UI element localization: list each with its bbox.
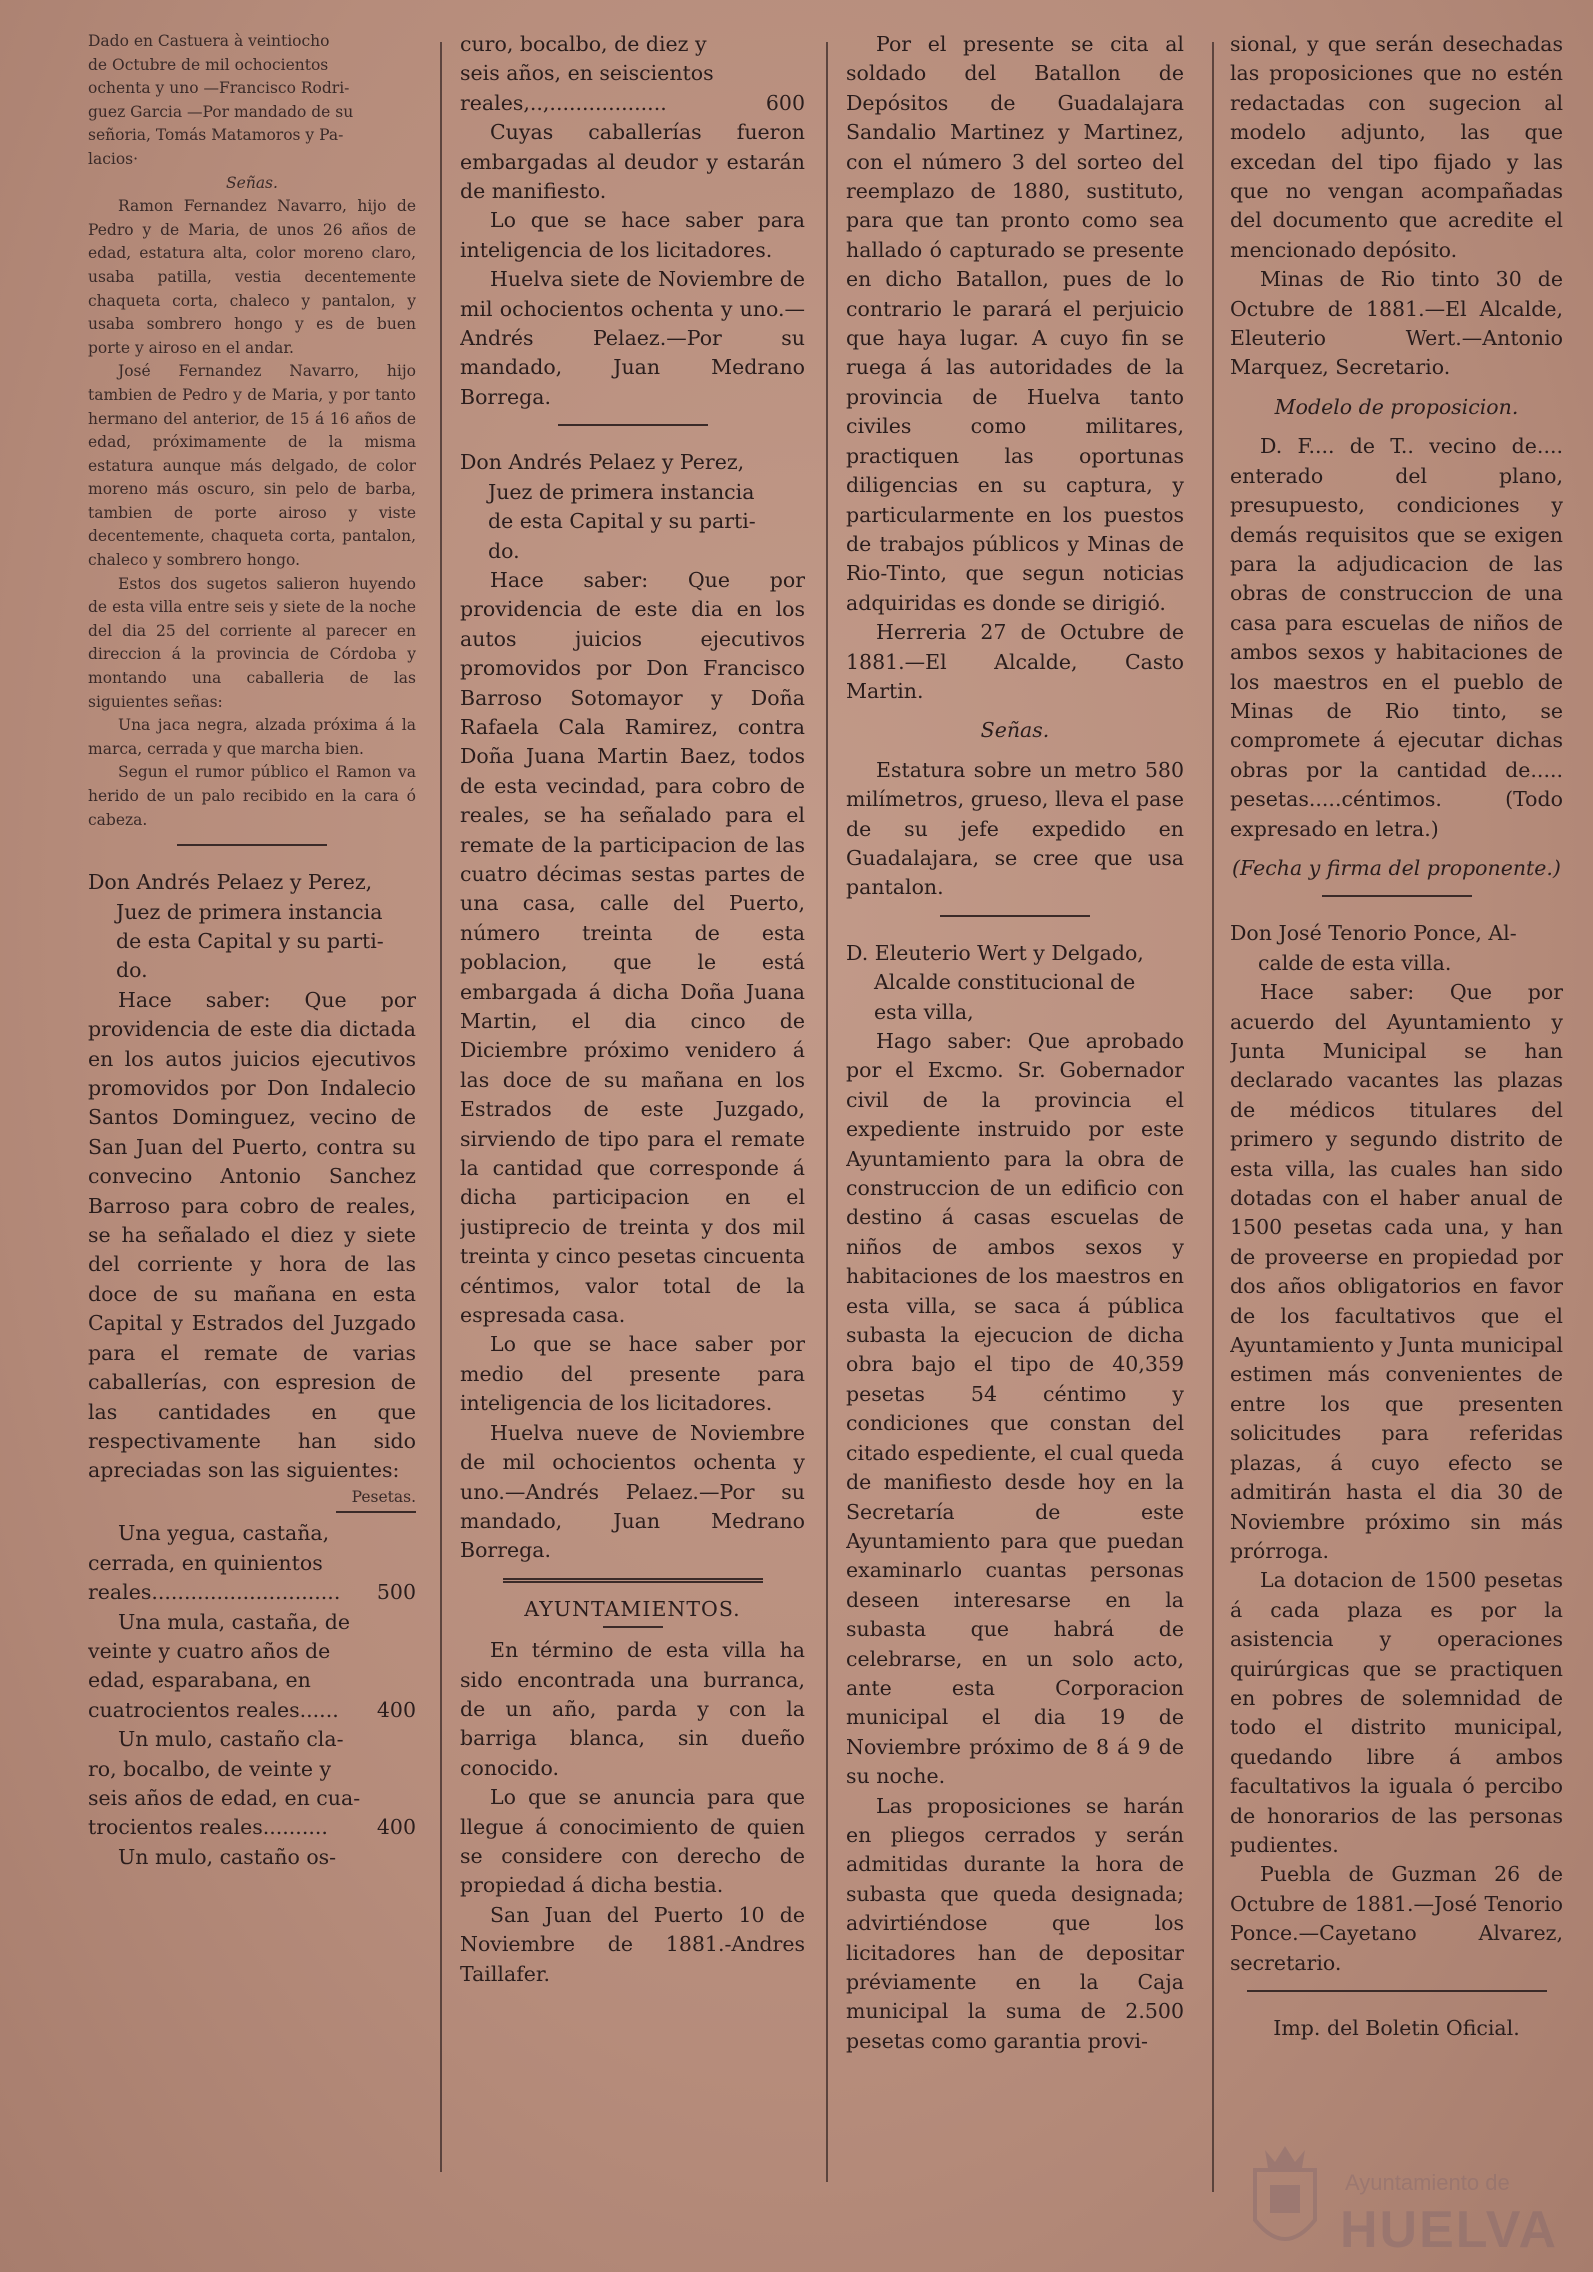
coat-of-arms-icon <box>1240 2140 1330 2260</box>
edict-paragraph: Cuyas caballerías fueron embargadas al deudor y estarán de manifiesto. <box>460 120 805 204</box>
item-line: Un mulo, castaño os- <box>118 1844 337 1869</box>
price-row <box>88 1578 416 1607</box>
description-paragraph: Estos dos sugetos salieron huyendo de esta villa entre seis y siete de la noche del dia 25 del corriente al parecer en direccion á la provincia de Córdoba y montando una caballeria de las siguientes señas: <box>88 574 416 711</box>
edict-heading: Don José Tenorio Ponce, Al- <box>1230 921 1517 946</box>
price-row <box>88 1696 416 1725</box>
section-title: AYUNTAMIENTOS. <box>524 1596 741 1621</box>
edict-paragraph: En término de esta villa ha sido encontrada una burranca, de un año, parda y con la barriga blanca, sin dueño conocido. <box>460 1638 805 1780</box>
description-paragraph: José Fernandez Navarro, hijo tambien de Pedro y de Maria, y por tanto hermano del anterior, de 15 á 16 años de edad, próximamente de la misma estatura aunque más delgado, de color moreno más oscuro, sin pelo de barba, tambien de porte airoso y viste decentemente, chaqueta corta, pantalon, chaleco y sombrero hongo. <box>88 362 416 570</box>
edict-heading: Don Andrés Pelaez y Perez, <box>88 870 373 895</box>
item-line: reales............................. <box>88 1580 341 1605</box>
edict-heading: Juez de primera instancia <box>488 479 755 504</box>
imprint-line: Imp. del Boletin Oficial. <box>1273 2016 1520 2040</box>
item-price: 500 <box>376 1580 416 1605</box>
text-line: de Octubre de mil ochocientos <box>88 55 329 74</box>
text-line: lacios· <box>88 149 139 168</box>
item-line: veinte y cuatro años de <box>88 1638 331 1663</box>
castuera-edict-end <box>88 30 416 832</box>
edict-heading: de esta Capital y su parti- <box>488 509 756 534</box>
item-line: Una mula, castaña, de <box>118 1609 351 1634</box>
edict-paragraph: Hace saber: Que por acuerdo del Ayuntamiento y Junta Municipal se han declarado vacantes las plazas de médicos titulares del primero y segundo distrito de esta villa, las cuales han sido dotadas con el haber anual de 1500 pesetas cada una, y han de proveerse en propiedad por dos años obligatorios en favor de los facultativos que el Ayuntamiento y Junta municipal estimen más convenientes de entre los que presenten solicitudes para referidas plazas, á cuyo efecto se admitirán hasta el dia 30 de Noviembre próximo sin más prórroga. <box>1230 980 1563 1563</box>
senas-heading: Señas. <box>226 173 278 192</box>
edict-paragraph: Por el presente se cita al soldado del Batallon de Depósitos de Guadalajara Sandalio Martinez y Martinez, con el número 3 del sorteo del reemplazo de 1880, sustituto, para que tan pronto como sea hallado ó capturado se presente en dicho Batallon, pues de lo contrario le parará el perjuicio que haya lugar. A cuyo fin se ruega á las autoridades de la provincia de Huelva tanto civiles como militares, practiquen las oportunas diligencias en su captura, y particularmente en los puestos de trabajos públicos y Minas de Rio-Tinto, que segun noticias adquiridas es donde se dirigió. <box>846 32 1184 615</box>
huelva-watermark <box>1240 2140 1560 2265</box>
item-line: Una yegua, castaña, <box>118 1521 330 1546</box>
modelo-heading: Modelo de proposicion. <box>1274 394 1519 419</box>
edict-paragraph: Lo que se anuncia para que llegue á conocimiento de quien se considere con derecho de propiedad á dicha bestia. <box>460 1785 805 1898</box>
column-1 <box>88 30 416 1872</box>
edict-paragraph: Estatura sobre un metro 580 milímetros, grueso, lleva el pase de su jefe expedido en Guadalajara, se cree que usa pantalon. <box>846 757 1184 900</box>
edict-paragraph: Huelva nueve de Noviembre de mil ochocientos ochenta y uno.—Andrés Pelaez.—Por su mandado, Juan Medrano Borrega. <box>460 1420 805 1563</box>
text-line: Dado en Castuera à veintiocho <box>88 32 330 50</box>
edict-paragraph: Huelva siete de Noviembre de mil ochocientos ochenta y uno.—Andrés Pelaez.—Por su mandado, Juan Medrano Borrega. <box>460 267 805 409</box>
item-line: Un mulo, castaño cla- <box>118 1727 344 1752</box>
edict-heading: Alcalde constitucional de <box>874 970 1136 995</box>
text-line: señoria, Tomás Matamoros y Pa- <box>88 126 344 145</box>
separator-rule <box>1322 895 1472 897</box>
price-row <box>460 89 805 118</box>
text-line: ochenta y uno —Francisco Rodri- <box>88 79 350 98</box>
item-line: edad, esparabana, en <box>88 1668 311 1693</box>
column-divider <box>440 42 442 2172</box>
watermark-text: HUELVA <box>1340 2201 1559 2259</box>
separator-rule <box>558 424 708 426</box>
pesetas-label: Pesetas. <box>351 1487 416 1506</box>
item-line: cuatrocientos reales...... <box>88 1697 339 1722</box>
item-line: reales,..,.................. <box>460 90 667 115</box>
edict-heading: do. <box>488 538 520 563</box>
edict-heading: Juez de primera instancia <box>116 899 383 924</box>
edict-heading: calde de esta villa. <box>1258 950 1452 975</box>
section-double-rule <box>503 1578 763 1583</box>
column-2 <box>460 30 805 1989</box>
description-paragraph: Ramon Fernandez Navarro, hijo de Pedro y de Maria, de unos 26 años de edad, estatura alta, color moreno claro, usaba patilla, vestia decentemente chaqueta corta, chaleco y pantalon, y usaba sombrero hongo y es de buen porte y airoso en el andar. <box>88 197 416 357</box>
model-paragraph: D. F.... de T.. vecino de.... enterado del plano, presupuesto, condiciones y demás requisitos que se exigen para la adjudicacion de las obras de construccion de una casa para escuelas de niños de ambos sexos y habitaciones de los maestros en el pueblo de Minas de Rio tinto, se compromete á ejecutar dichas obras por la cantidad de..... pesetas.....céntimos. (Todo expresado en letra.) <box>1230 434 1563 841</box>
edict-heading: esta villa, <box>874 999 974 1024</box>
item-line: cerrada, en quinientos <box>88 1550 323 1575</box>
text-line: guez Garcia —Por mandado de su <box>88 102 354 121</box>
separator-rule <box>1247 1990 1547 1992</box>
separator-rule <box>177 844 327 846</box>
description-paragraph: Una jaca negra, alzada próxima á la marca, cerrada y que marcha bien. <box>88 716 416 758</box>
column-3 <box>846 30 1184 2056</box>
description-paragraph: Segun el rumor público el Ramon va herido de un palo recibido en la cara ó cabeza. <box>88 763 416 829</box>
edict-paragraph: Herreria 27 de Octubre de 1881.—El Alcalde, Casto Martin. <box>846 620 1184 703</box>
edict-heading: Don Andrés Pelaez y Perez, <box>460 450 745 475</box>
edict-heading: de esta Capital y su parti- <box>116 929 384 953</box>
edict-paragraph: Minas de Rio tinto 30 de Octubre de 1881.—El Alcalde, Eleuterio Wert.—Antonio Marquez, Secretario. <box>1230 267 1563 380</box>
edict-paragraph: Puebla de Guzman 26 de Octubre de 1881.—José Tenorio Ponce.—Cayetano Alvarez, secretario. <box>1230 1862 1563 1975</box>
item-price: 600 <box>765 90 805 115</box>
separator-rule <box>940 915 1090 917</box>
item-line: trocientos reales.......... <box>88 1815 328 1840</box>
item-line: curo, bocalbo, de diez y <box>460 32 707 56</box>
edict-paragraph: sional, y que serán desechadas las proposiciones que no estén redactadas con sugecion al modelo adjunto, las que excedan del tipo fijado y las que no vengan acompañadas del documento que acredite el mencionado depósito. <box>1230 32 1563 262</box>
item-line: seis años, en seiscientos <box>460 61 714 86</box>
watermark-text: Ayuntamiento de <box>1345 2170 1510 2195</box>
item-price: 400 <box>376 1815 416 1840</box>
edict-paragraph: San Juan del Puerto 10 de Noviembre de 1881.-Andres Taillafer. <box>460 1902 805 1986</box>
edict-paragraph: Hago saber: Que aprobado por el Excmo. Sr. Gobernador civil de la provincia el expediente instruido por este Ayuntamiento para la obra de construccion de un edificio con destino á casas escuelas de niños de ambos sexos y habitaciones de los maestros en esta villa, se saca á pública subasta la ejecucion de dicha obra bajo el tipo de 40,359 pesetas 54 céntimo y condiciones que constan del citado espediente, el cual queda de manifiesto desde hoy en la Secretaría de este Ayuntamiento para que puedan examinarlo cuantas personas deseen interesarse en la subasta que habrá de celebrarse, en un solo acto, ante esta Corporacion municipal el dia 19 de Noviembre próximo de 8 á 9 de su noche. <box>846 1029 1184 1789</box>
edict-paragraph: Hace saber: Que por providencia de este dia en los autos juicios ejecutivos promovidos por Don Francisco Barroso Sotomayor y Doña Rafaela Cala Ramirez, contra Doña Juana Martin Baez, todos de esta vecindad, para cobro de reales, se ha señalado para el remate de la participacion de las cuatro décimas sestas partes de una casa, calle del Puerto, número treinta de esta poblacion, que le está embargada á dicha Doña Juana Martin, el dia cinco de Diciembre próximo venidero á las doce de su mañana en los Estrados de este Juzgado, sirviendo de tipo para el remate la cantidad que corresponde á dicha participacion en el justiprecio de treinta y dos mil treinta y cinco pesetas cincuenta céntimos, valor total de la espresada casa. <box>460 567 805 1328</box>
edict-paragraph: Lo que se hace saber por medio del presente para inteligencia de los licitadores. <box>460 1332 805 1416</box>
item-line: ro, bocalbo, de veinte y <box>88 1756 332 1781</box>
senas-heading: Señas. <box>980 718 1050 743</box>
edict-heading: D. Eleuterio Wert y Delgado, <box>846 940 1144 965</box>
edict-paragraph: Lo que se hace saber para inteligencia de los licitadores. <box>460 208 805 262</box>
separator-rule <box>336 1511 416 1513</box>
edict-paragraph: La dotacion de 1500 pesetas á cada plaza es por la asistencia y operaciones quirúrgicas que se practiquen en pobres de solemnidad de todo el distrito municipal, quedando libre á ambos facultativos la iguala ó percibo de honorarios de las personas pudientes. <box>1230 1568 1563 1857</box>
column-divider <box>1212 42 1214 2192</box>
item-price: 400 <box>376 1697 416 1722</box>
edict-paragraph: Hace saber: Que por providencia de este dia dictada en los autos juicios ejecutivos promovidos por Don Indalecio Santos Dominguez, vecino de San Juan del Puerto, contra su convecino Antonio Sanchez Barroso para cobro de reales, se ha señalado el diez y siete del corriente y hora de las doce de su mañana en esta Capital y Estrados del Juzgado para el remate de varias caballerías, con espresion de las cantidades en que respectivamente han sido apreciadas son las siguientes: <box>88 987 416 1483</box>
item-line: seis años de edad, en cua- <box>88 1785 361 1810</box>
edict-paragraph: Las proposiciones se harán en pliegos cerrados y serán admitidas durante la hora de subasta que queda designada; advirtiéndose que los licitadores han de depositar préviamente en la Caja municipal la suma de 2.500 pesetas como garantia provi- <box>846 1793 1184 2053</box>
price-row <box>88 1813 416 1842</box>
column-4 <box>1230 30 1563 2043</box>
column-divider <box>826 42 828 2182</box>
edict-heading: do. <box>116 958 148 983</box>
separator-rule <box>603 1626 663 1628</box>
fecha-line: (Fecha y firma del proponente.) <box>1232 855 1561 880</box>
